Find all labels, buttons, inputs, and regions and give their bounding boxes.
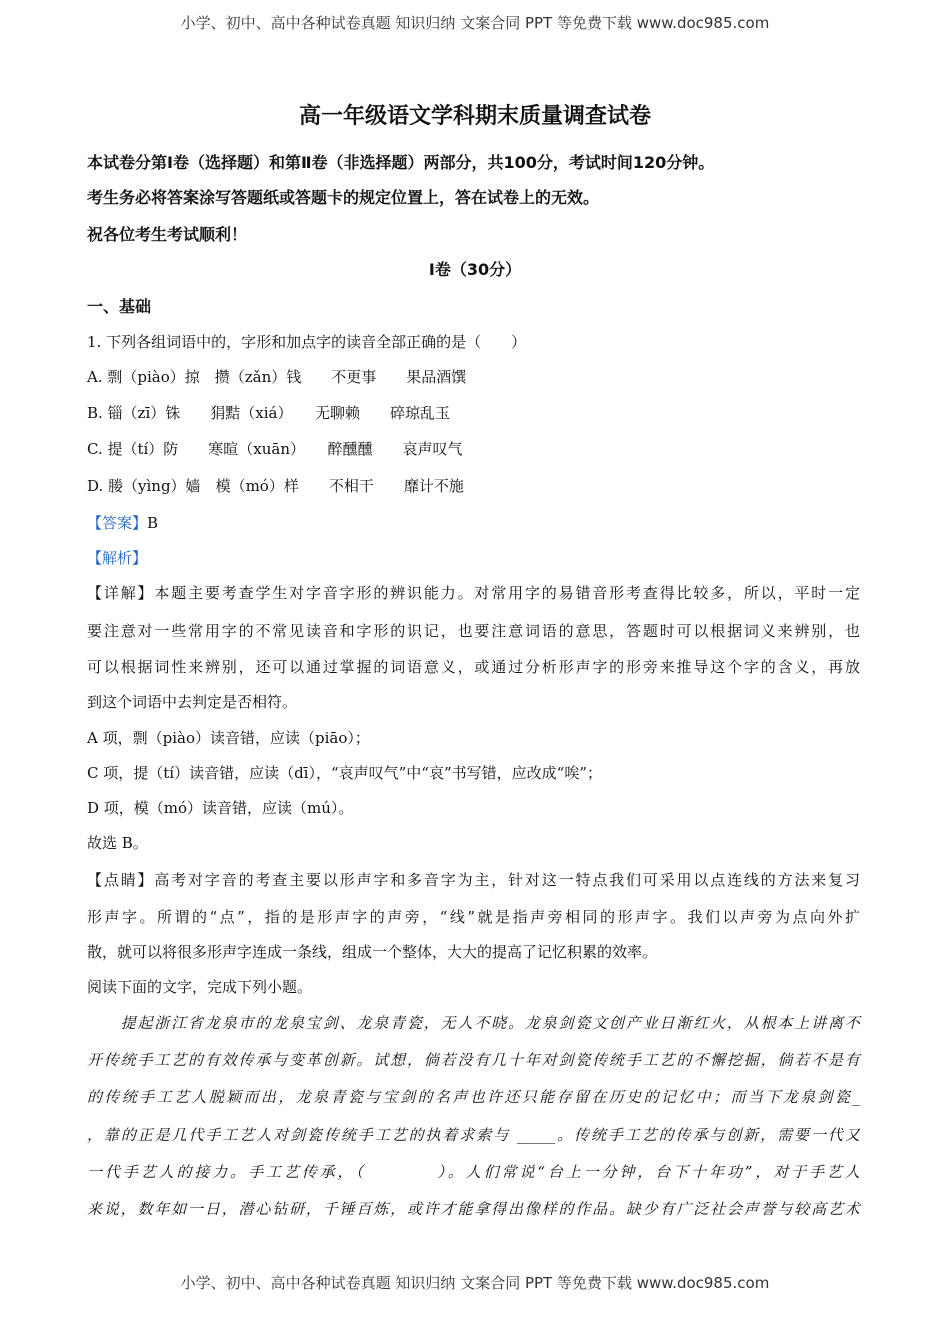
answer-label: 【答案】 — [87, 514, 148, 532]
point-label: 【点睛】 — [87, 871, 155, 889]
item-line-a: A 项，剽（piào）读音错，应读（piāo）； — [87, 729, 370, 747]
intro-line-3: 祝各位考生考试顺利！ — [87, 225, 248, 244]
passage-line-2: 开传统手工艺的有效传承与变革创新。试想，倘若没有几十年对剑瓷传统手工艺的不懈挖掘，倘若不是有 — [87, 1051, 860, 1069]
option-b: B. 锱（zī）铢 狷黠（xiá） 无聊赖 碎琼乱玉 — [87, 404, 450, 422]
point-line-3: 散，就可以将很多形声字连成一条线，组成一个整体，大大的提高了记忆积累的效率。 — [87, 943, 658, 961]
detail-line-2: 要注意对一些常用字的不常见读音和字形的识记，也要注意词语的意思，答题时可以根据词义来辨别，也 — [87, 622, 860, 640]
detail-label: 【详解】 — [87, 584, 155, 602]
passage-line-6: 来说，数年如一日，潜心钻研，千锤百炼，或许才能拿得出像样的作品。缺少有广泛社会声誉与较高艺术 — [87, 1200, 860, 1218]
analysis-label: 【解析】 — [87, 549, 148, 567]
item-line-c: C 项，提（tí）读音错，应读（dī），“哀声叹气”中“哀”书写错，应改成“唉”； — [87, 764, 602, 782]
point-line-1 — [87, 869, 860, 890]
page-title: 高一年级语文学科期末质量调查试卷 — [298, 104, 651, 129]
reading-prompt: 阅读下面的文字，完成下列小题。 — [87, 978, 313, 996]
part-title: Ⅰ卷（30分） — [428, 260, 522, 279]
page-header-banner: 小学、初中、高中各种试卷真题 知识归纳 文案合同 PPT 等免费下载 www.doc985.com — [180, 14, 770, 32]
option-c: C. 提（tí）防 寒暄（xuān） 醉醺醺 哀声叹气 — [87, 440, 463, 458]
detail-line-1 — [87, 582, 860, 603]
answer-value: B — [147, 514, 159, 532]
passage-line-4: ，靠的正是几代手工艺人对剑瓷传统手工艺的执着求索与 _____。传统手工艺的传承与创新，需要一代又 — [87, 1126, 860, 1144]
detail-line-3: 可以根据词性来辨别，还可以通过掌握的词语意义，或通过分析形声字的形旁来推导这个字的含义，再放 — [87, 658, 860, 676]
passage-line-3: 的传统手工艺人脱颖而出，龙泉青瓷与宝剑的名声也许还只能存留在历史的记忆中；而当下龙泉剑瓷_ — [87, 1088, 860, 1106]
detail-line-4: 到这个词语中去判定是否相符。 — [87, 693, 298, 711]
question-stem: 1. 下列各组词语中的，字形和加点字的读音全部正确的是（ ） — [87, 333, 527, 351]
intro-line-2: 考生务必将答案涂写答题纸或答题卡的规定位置上，答在试卷上的无效。 — [87, 188, 600, 207]
item-line-d: D 项，模（mó）读音错，应读（mú）。 — [87, 799, 354, 817]
section-title: 一、基础 — [87, 297, 152, 316]
point-text-1: 高考对字音的考查主要以形声字和多音字为主，针对这一特点我们可采用以点连线的方法来复习 — [154, 871, 860, 889]
conclusion-line: 故选 B。 — [87, 834, 148, 852]
point-line-2: 形声字。所谓的“点”，指的是形声字的声旁，“线”就是指声旁相同的形声字。我们以声旁为点向外扩 — [87, 908, 860, 926]
answer-line — [87, 513, 158, 533]
intro-line-1: 本试卷分第Ⅰ卷（选择题）和第Ⅱ卷（非选择题）两部分，共100分，考试时间120分钟。 — [87, 153, 715, 172]
option-d: D. 媵（yìng）嫱 模（mó）样 不相干 靡计不施 — [87, 477, 464, 495]
option-a: A. 剽（piào）掠 攒（zǎn）钱 不更事 果品酒馔 — [87, 368, 467, 386]
passage-line-1: 提起浙江省龙泉市的龙泉宝剑、龙泉青瓷，无人不晓。龙泉剑瓷文创产业日渐红火，从根本上讲离不 — [87, 1014, 860, 1032]
passage-line-5: 一代手艺人的接力。手工艺传承，（ ）。人们常说“台上一分钟，台下十年功”，对于手艺人 — [87, 1163, 860, 1181]
page-footer-banner: 小学、初中、高中各种试卷真题 知识归纳 文案合同 PPT 等免费下载 www.doc985.com — [180, 1274, 770, 1292]
detail-text-1: 本题主要考查学生对字音字形的辨识能力。对常用字的易错音形考查得比较多，所以，平时一定 — [154, 584, 860, 602]
